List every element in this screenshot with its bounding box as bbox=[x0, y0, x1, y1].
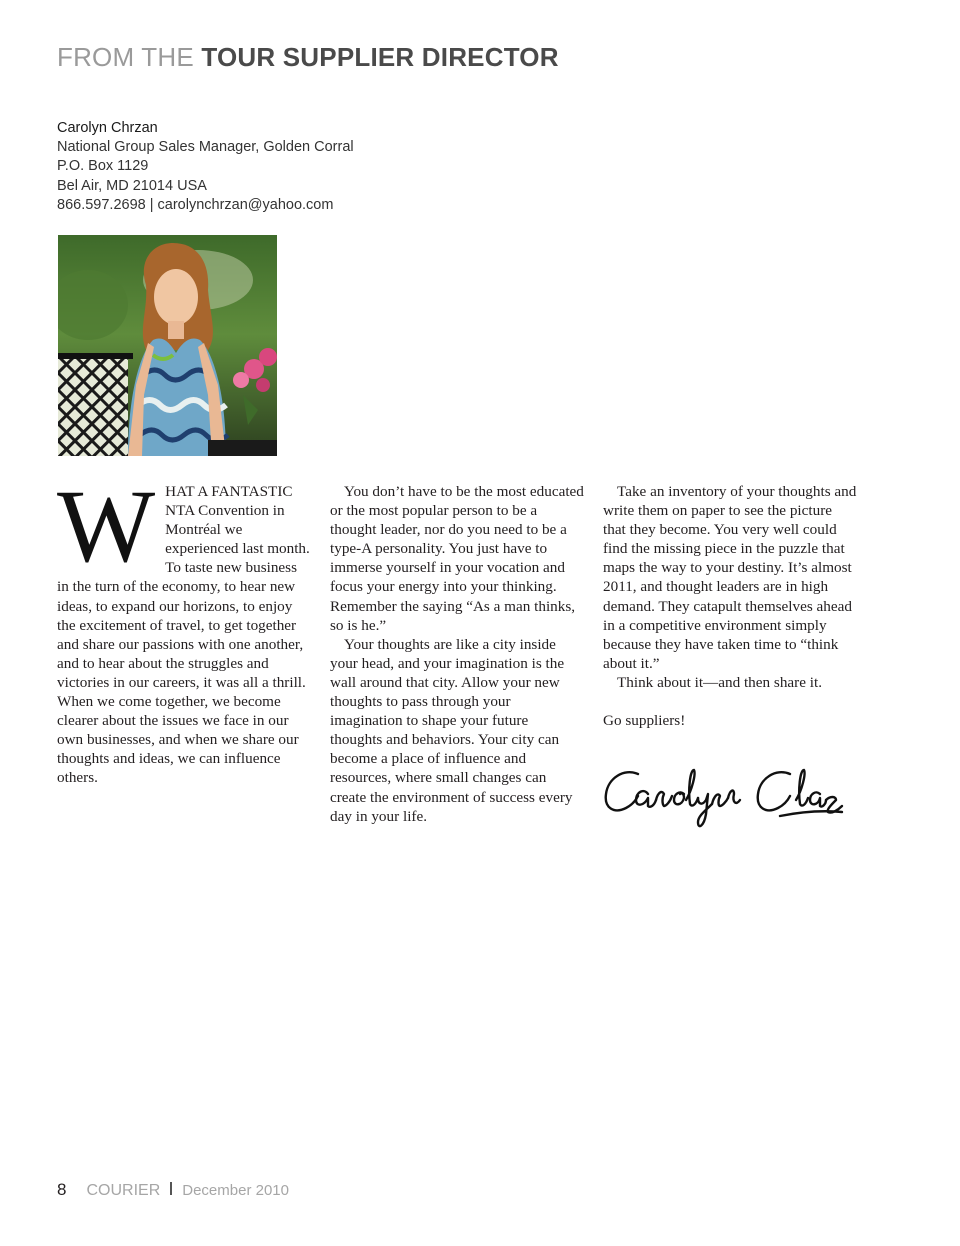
contact-block bbox=[57, 119, 354, 215]
footer-divider bbox=[170, 1182, 172, 1195]
author-photo bbox=[58, 235, 277, 456]
article-paragraph: Take an inventory of your thoughts and write them on paper to see the picture that they become. You very well could find the missing piece in the puzzle that maps the way to your destiny. It’s almost 2011, and thought leaders are in high demand. They catapult themselves ahead in a competitive environment simply because they have taken time to “think about it.” bbox=[603, 483, 857, 672]
contact-phone-email: 866.597.2698 | carolynchrzan@yahoo.com bbox=[57, 196, 334, 213]
page-number: 8 bbox=[57, 1180, 67, 1199]
issue-date: December 2010 bbox=[182, 1182, 289, 1199]
closing-line: Go suppliers! bbox=[603, 712, 686, 730]
paragraph-text: HAT A FANTASTIC NTA Convention in Montréal we experienced last month. To taste new business in the turn of the economy, to hear new ideas, to expand our horizons, to enjoy the excitement of travel, to get together and share our passions with one another, and to hear about the struggles and victories in our careers, it was all a thrill. When we come together, we become clearer about the issues we face in our own businesses, and when we share our thoughts and ideas, we can influence others. bbox=[57, 483, 310, 787]
page-footer bbox=[57, 1180, 289, 1200]
heading-prefix: FROM THE bbox=[57, 42, 194, 72]
article-paragraph: Your thoughts are like a city inside your head, and your imagination is the wall around that city. Allow your new thoughts to pass through your imagination to shape your future thoughts and behaviors. Your city can become a place of influence and resources, where small changes can create the environment of success every day in your life. bbox=[330, 635, 573, 825]
section-heading bbox=[57, 42, 559, 73]
article-column-2 bbox=[330, 482, 584, 826]
article-paragraph: You don’t have to be the most educated or the most popular person to be a thought leader, nor do you need to be a type-A personality. You just have to immerse yourself in your vocation and focus your energy into your thinking. Remember the saying “As a man thinks, so is he.” bbox=[330, 483, 584, 634]
heading-title: TOUR SUPPLIER DIRECTOR bbox=[201, 42, 559, 72]
publication-name: COURIER bbox=[86, 1182, 161, 1199]
drop-cap: W bbox=[57, 469, 156, 584]
handwritten-signature bbox=[600, 760, 845, 832]
article-column-3 bbox=[603, 482, 857, 730]
contact-address-line1: P.O. Box 1129 bbox=[57, 158, 149, 175]
article-paragraph: Think about it—and then share it. bbox=[617, 673, 822, 691]
article-paragraph bbox=[57, 469, 311, 788]
contact-title: National Group Sales Manager, Golden Corral bbox=[57, 139, 354, 156]
article-column-1 bbox=[57, 469, 311, 788]
contact-address-line2: Bel Air, MD 21014 USA bbox=[57, 177, 207, 194]
contact-name: Carolyn Chrzan bbox=[57, 120, 158, 136]
